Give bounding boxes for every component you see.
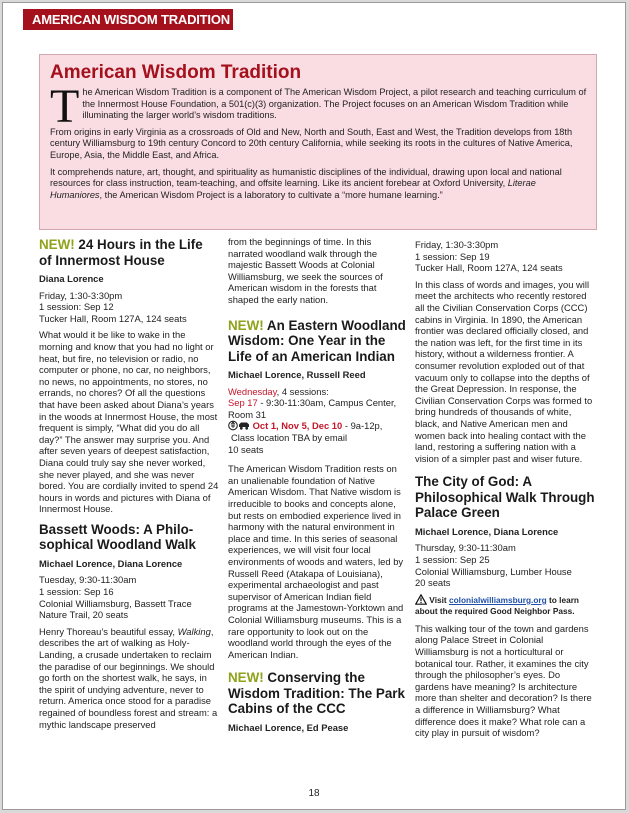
- new-badge: NEW!: [228, 317, 264, 333]
- offsite-car-icon: [228, 420, 250, 431]
- column-3: [415, 239, 595, 746]
- new-badge: NEW!: [39, 237, 75, 252]
- course-meta: Wednesday, 4 sessions: Sep 17 - 9:30-11:30am, Campus Center, Room 31 Oct 1, Nov 5, Dec 10 - 9a-12p, Class location TBA by email 10 seats: [228, 385, 397, 455]
- course-author: Michael Lorence, Diana Lorence: [415, 525, 559, 537]
- course-description: The American Wisdom Tradition rests on an unalienable foundation of Native American Wisdom. That Native wisdom is irreducible to books and concepts alone, but rests on embodied experience lived in harmony with the natural environment in place and time. In this series of seasonal experiences, we will visit four local environments of woods and waters, led by Russell Reed (Atakapa of Louisiana), experimental archaeologist and past supervisor of American Indian field programs at the Jamestown-Yorktown and Colonial Williamsburg museums. This is a rare opportunity to look out on the woodland world through the eyes of the American Indian.: [228, 463, 404, 660]
- course-author: Diana Lorence: [39, 273, 104, 284]
- course-description: Henry Thoreau’s beautiful essay, Walking, describes the art of walking as Holy-Landing, a crusade undertaken to reclaim the paradise of our beginnings. We should go forth on the shortest walk, he says, in the spirit of undying adventure, never to return. America once stood for a paradise regained of boundless forest and stream: a mythic landscape preserved: [39, 625, 218, 730]
- intro-paragraph-1: The American Wisdom Tradition is a component of The American Wisdom Project, a pilot research and teaching curriculum of the Innermost House Foundation, a 501(c)(3) organization. The Project focuses on an American Wisdom Tradition while illuminating the larger world’s wisdom traditions.: [50, 80, 587, 133]
- course-title-24-hours: NEW! 24 Hours in the Life of Innermost House: [39, 237, 203, 268]
- good-neighbor-notice: Visit colonialwilliamsburg.org to learn about the required Good Neighbor Pass.: [415, 594, 579, 616]
- course-description-continued: from the beginnings of time. In this narrated woodland walk through the majestic Bassett Woods at Colonial Williamsburg, we seek the sources of American wisdom in the forests that shaped the early nation.: [228, 236, 383, 305]
- course-description: What would it be like to wake in the morning and know that you had no light or heat, but fire, no television or radio, no computer or phone, no car, no neighbors, no news, no appointments, no stores, no errands, no chores? Of all the questions that have been asked about Diana’s years in the woods at Innermost House, the most frequent is simply, “What did you do all day?” The answer may surprise you. And after seven years of deepest satisfaction, Diana could truly say she never worked, she never played, and she was never bored. You are cordially invited to spend 24 hours in words and pictures with Diana of Innermost House.: [39, 329, 219, 515]
- intro-paragraph-2: From origins in early Virginia as a crossroads of Old and New, North and South, East and West, the Tradition develops from 18th century Williamsburg to 19th century Concord to 20th century California, while seeking its roots in the cultures of Native America, Europe, Asia, the Middle East, and Africa.: [50, 126, 573, 160]
- section-banner: AMERICAN WISDOM TRADITION: [23, 9, 233, 30]
- brochure-page: [2, 2, 626, 810]
- colonial-williamsburg-link[interactable]: colonialwilliamsburg.org: [448, 594, 547, 605]
- warning-icon: [415, 594, 427, 605]
- course-meta: Tuesday, 9:30-11:30am 1 session: Sep 16 Colonial Williamsburg, Bassett Trace Nature Trail, 20 seats: [39, 574, 192, 621]
- intro-box: [39, 54, 597, 230]
- page-number: 18: [308, 788, 320, 799]
- new-badge: NEW!: [228, 670, 264, 686]
- course-description: This walking tour of the town and gardens along Palace Street in Colonial Williamsburg is not a horticultural or botanical tour. Rather, it examines the city through the philosopher’s eyes. Do gardens have meaning? Is architecture more than shelter and decoration? Is there a difference in Williamsburg? What difference does it make? What role can a city play in pursuit of wisdom?: [415, 622, 592, 739]
- course-title-eastern-woodland: NEW! An Eastern Woodland Wisdom: One Year in the Life of an American Indian: [228, 317, 406, 364]
- course-author: Michael Lorence, Diana Lorence: [39, 557, 183, 569]
- course-meta: Friday, 1:30-3:30pm 1 session: Sep 12 Tucker Hall, Room 127A, 124 seats: [39, 289, 187, 324]
- course-title-conserving-wisdom: NEW! Conserving the Wisdom Tradition: The Park Cabins of the CCC: [228, 670, 405, 717]
- course-author: Michael Lorence, Ed Pease: [228, 721, 349, 733]
- course-title-bassett-woods: Bassett Woods: A Philosophical Woodland Walk: [39, 521, 196, 553]
- course-meta: Thursday, 9:30-11:30am 1 session: Sep 25 Colonial Williamsburg, Lumber House 20 seats: [415, 542, 572, 589]
- column-1: [39, 237, 219, 737]
- course-title-city-of-god: The City of God: A Philosophical Walk Through Palace Green: [415, 474, 595, 521]
- course-description: In this class of words and images, you will meet the architects who recently restored all the Civilian Conservation Corps (CCC) cabins in Virginia. In 1890, the American frontier was declared officially closed, and the nation was left, for the first time in its history, without a wilderness frontier. A consumer revolution exploded out of that vacuum only to collapse into the depths of the Great Depression. In response, the Civilian Conservation Corps was formed to bring hundreds of thousands of white, black, and Native American men and women back into healing contact with the land, restoring a suffering nation with a vision of a simpler past and wiser future.: [415, 278, 593, 464]
- course-meta: Friday, 1:30-3:30pm 1 session: Sep 19 Tucker Hall, Room 127A, 124 seats: [415, 239, 563, 274]
- intro-title: American Wisdom Tradition: [50, 62, 302, 83]
- intro-paragraph-3: It comprehends nature, art, thought, and spirituality as humanistic disciplines of the individual, drawing upon local and national resources for class instruction, team-teaching, and offsite learning. Like its ancient forebear at Oxford University, Literae Humaniores, the American Wisdom Project is a laboratory to cultivate a “more humane learning.”: [50, 166, 562, 200]
- course-author: Michael Lorence, Russell Reed: [228, 369, 366, 381]
- drop-cap: T: [50, 80, 80, 133]
- column-2: [228, 236, 406, 738]
